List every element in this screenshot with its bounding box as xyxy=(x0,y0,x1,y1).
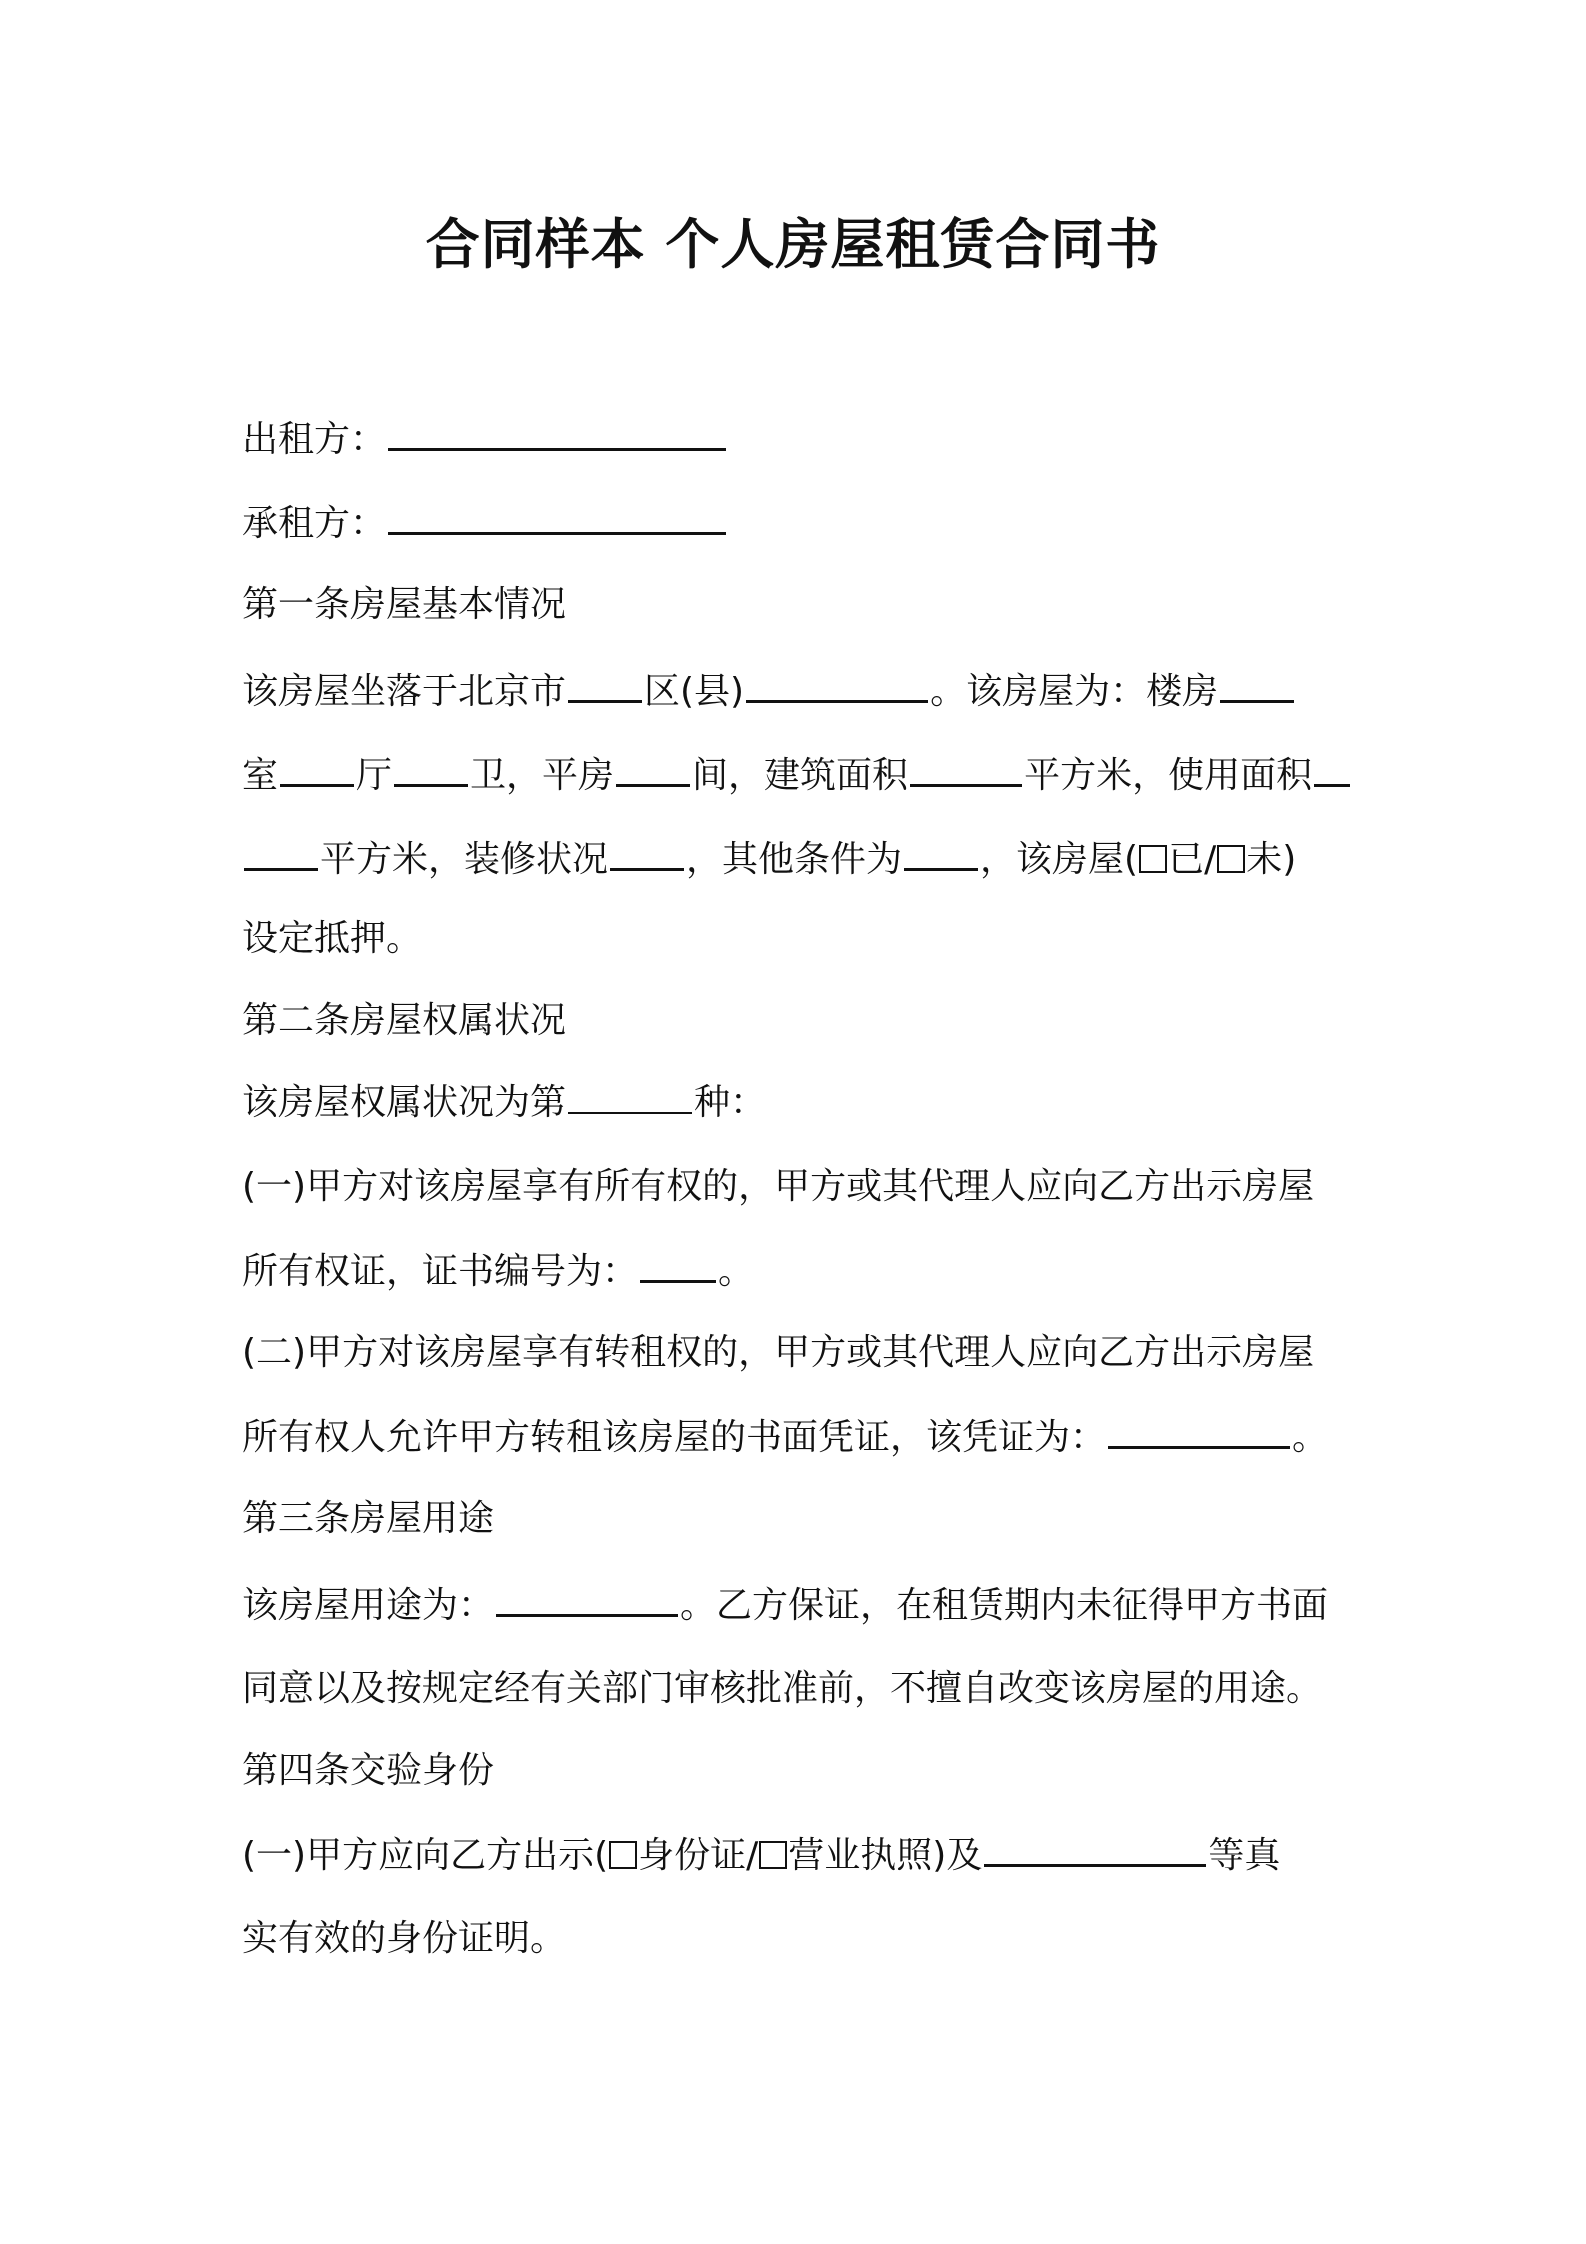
article4-item1-line1 xyxy=(242,1830,1280,1881)
usage-blank xyxy=(496,1580,678,1617)
building-area-blank xyxy=(910,750,1022,787)
decoration-blank xyxy=(610,834,684,871)
article3-line2: 同意以及按规定经有关部门审核批准前，不擅自改变该房屋的用途。 xyxy=(242,1668,1323,1709)
certificate-number-blank xyxy=(640,1246,716,1283)
article4-item1-line2: 实有效的身份证明。 xyxy=(242,1918,567,1959)
mortgaged-checkbox[interactable] xyxy=(1139,845,1167,873)
text-segment: ，其他条件为 xyxy=(686,839,903,880)
article3-line1 xyxy=(242,1580,1328,1631)
article2-line1 xyxy=(242,1078,766,1128)
text-segment: 区(县) xyxy=(644,671,745,712)
text-segment: 营业执照)及 xyxy=(788,1835,983,1876)
document-title: 合同样本 个人房屋租赁合同书 xyxy=(425,213,1161,276)
article2-item2-line1: (二)甲方对该房屋享有转租权的，甲方或其代理人应向乙方出示房屋 xyxy=(242,1332,1315,1373)
article1-line2 xyxy=(242,750,1352,801)
halls-blank xyxy=(394,750,468,787)
text-segment: 室 xyxy=(242,755,279,796)
text-segment: 等真 xyxy=(1208,1835,1281,1876)
text-segment: 身份证/ xyxy=(638,1835,759,1876)
text-segment: 种： xyxy=(694,1082,767,1123)
article2-item2-line2 xyxy=(242,1412,1328,1463)
text-segment: 该房屋权属状况为第 xyxy=(242,1082,567,1123)
sublease-proof-blank xyxy=(1108,1412,1290,1449)
business-license-checkbox[interactable] xyxy=(759,1841,787,1869)
text-segment: ，该房屋( xyxy=(980,839,1139,880)
lessor-label: 出租方： xyxy=(242,419,387,460)
identity-proof-blank xyxy=(984,1830,1206,1867)
text-segment: 所有权证，证书编号为： xyxy=(242,1251,639,1292)
not-mortgaged-checkbox[interactable] xyxy=(1217,845,1245,873)
text-segment: (一)甲方应向乙方出示( xyxy=(242,1835,609,1876)
article1-line1 xyxy=(242,666,1296,717)
text-segment: 平方米，装修状况 xyxy=(320,839,609,880)
usable-area-blank-start xyxy=(1314,750,1350,787)
article2-item1-line1: (一)甲方对该房屋享有所有权的，甲方或其代理人应向乙方出示房屋 xyxy=(242,1166,1315,1207)
text-segment: 厅 xyxy=(356,755,393,796)
text-segment: 。 xyxy=(718,1251,755,1292)
text-segment: 未) xyxy=(1246,839,1297,880)
text-segment: 。 xyxy=(1292,1417,1329,1458)
article1-line3 xyxy=(242,834,1296,885)
bungalow-blank xyxy=(616,750,690,787)
address-blank xyxy=(746,666,928,703)
text-segment: 该房屋坐落于北京市 xyxy=(242,671,567,712)
usable-area-blank-end xyxy=(244,834,318,871)
article1-line4: 设定抵押。 xyxy=(242,918,423,959)
article3-heading: 第三条房屋用途 xyxy=(242,1498,495,1539)
lessor-blank xyxy=(388,414,726,451)
district-blank xyxy=(568,666,642,703)
id-card-checkbox[interactable] xyxy=(609,1841,637,1869)
lessee-label: 承租方： xyxy=(242,503,387,544)
lessee-blank xyxy=(388,498,726,535)
article1-heading: 第一条房屋基本情况 xyxy=(242,584,567,625)
text-segment: 已/ xyxy=(1168,839,1217,880)
building-blank xyxy=(1220,666,1294,703)
lessor-line xyxy=(242,414,728,465)
lessee-line xyxy=(242,498,728,549)
text-segment: 所有权人允许甲方转租该房屋的书面凭证，该凭证为： xyxy=(242,1417,1107,1458)
text-segment: 。该房屋为：楼房 xyxy=(930,671,1219,712)
text-segment: 该房屋用途为： xyxy=(242,1585,495,1626)
text-segment: 。乙方保证，在租赁期内未征得甲方书面 xyxy=(680,1585,1329,1626)
text-segment: 卫，平房 xyxy=(470,755,615,796)
article4-heading: 第四条交验身份 xyxy=(242,1750,495,1791)
text-segment: 平方米，使用面积 xyxy=(1024,755,1313,796)
ownership-type-blank xyxy=(568,1082,692,1114)
text-segment: 间，建筑面积 xyxy=(692,755,909,796)
other-conditions-blank xyxy=(904,834,978,871)
article2-item1-line2 xyxy=(242,1246,754,1297)
article2-heading: 第二条房屋权属状况 xyxy=(242,1000,567,1041)
rooms-blank xyxy=(280,750,354,787)
